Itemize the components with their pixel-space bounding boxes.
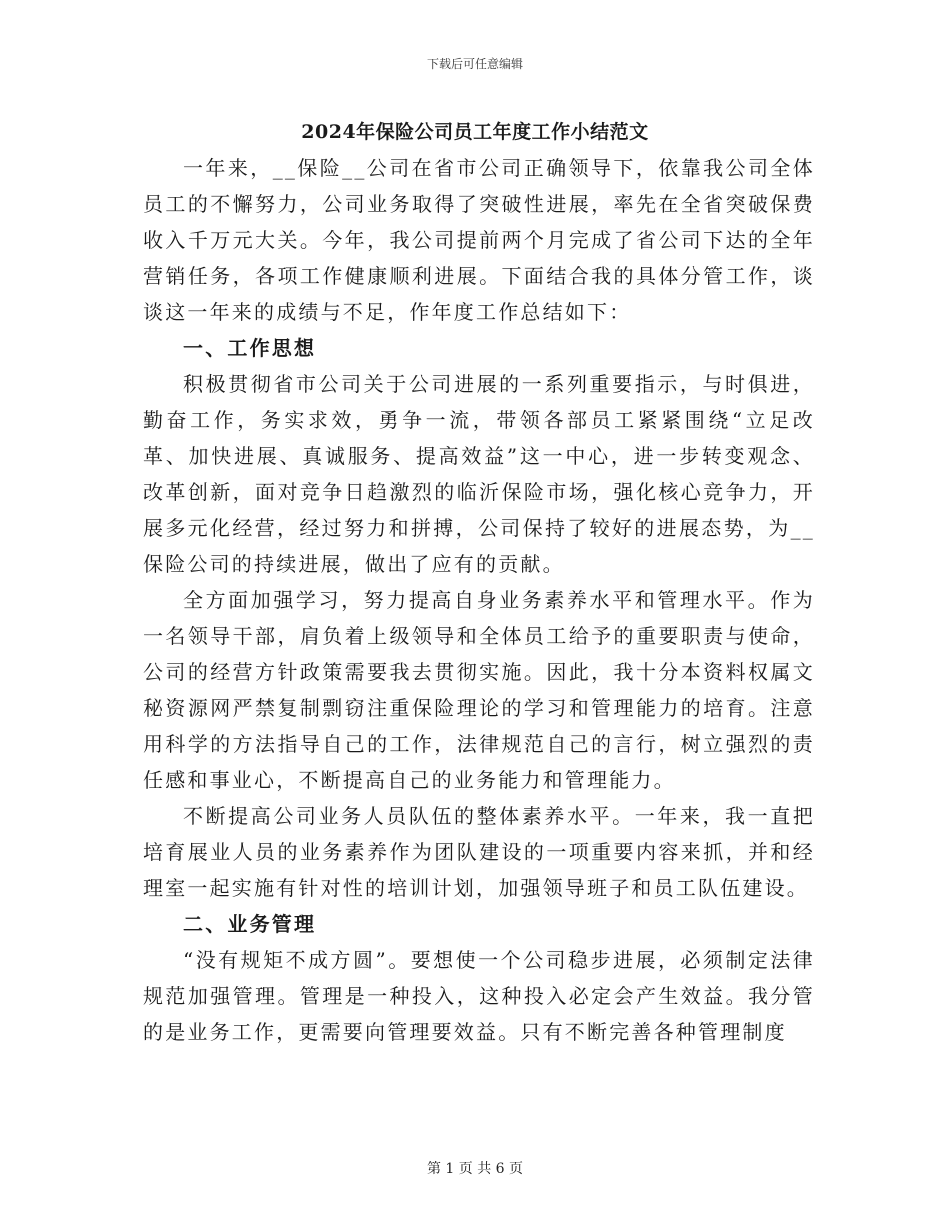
intro-paragraph: 一年来，__保险__公司在省市公司正确领导下，依靠我公司全体员工的不懈努力，公司业务取得了突破性进展，率先在全省突破保费收入千万元大关。今年，我公司提前两个月完成了省公司下达的全年营销任务，各项工作健康顺利进展。下面结合我的具体分管工作，谈谈这一年来的成绩与不足，作年度工作总结如下： — [143, 156, 815, 324]
document-title: 2024年保险公司员工年度工作小结范文 — [301, 121, 649, 143]
header-note: 下载后可任意编辑 — [426, 57, 523, 71]
page-footer: 第 1 页 共 6 页 — [426, 1161, 524, 1177]
paragraph: 全方面加强学习，努力提高自身业务素养水平和管理水平。作为一名领导干部，肩负着上级领导和全体员工给予的重要职责与使命，公司的经营方针政策需要我去贯彻实施。因此，我十分本资料权属文秘资源网严禁复制剽窃注重保险理论的学习和管理能力的培育。注意用科学的方法指导自己的工作，法律规范自己的言行，树立强烈的责任感和事业心，不断提高自己的业务能力和管理能力。 — [143, 588, 815, 792]
paragraph: “没有规矩不成方圆”。要想使一个公司稳步进展，必须制定法律规范加强管理。管理是一种投入，这种投入必定会产生效益。我分管的是业务工作，更需要向管理要效益。只有不断完善各种管理制度 — [143, 948, 815, 1044]
section-heading-business-management: 二、业务管理 — [183, 912, 317, 936]
paragraph: 积极贯彻省市公司关于公司进展的一系列重要指示，与时俱进，勤奋工作，务实求效，勇争一流，带领各部员工紧紧围绕“立足改革、加快进展、真诚服务、提高效益”这一中心，进一步转变观念、改革创新，面对竞争日趋激烈的临沂保险市场，强化核心竞争力，开展多元化经营，经过努力和拼搏，公司保持了较好的进展态势，为__保险公司的持续进展，做出了应有的贡献。 — [143, 372, 815, 576]
paragraph: 不断提高公司业务人员队伍的整体素养水平。一年来，我一直把培育展业人员的业务素养作为团队建设的一项重要内容来抓，并和经理室一起实施有针对性的培训计划，加强领导班子和员工队伍建设。 — [143, 804, 815, 900]
document-body — [143, 150, 815, 1050]
section-heading-work-thought: 一、工作思想 — [183, 336, 317, 360]
